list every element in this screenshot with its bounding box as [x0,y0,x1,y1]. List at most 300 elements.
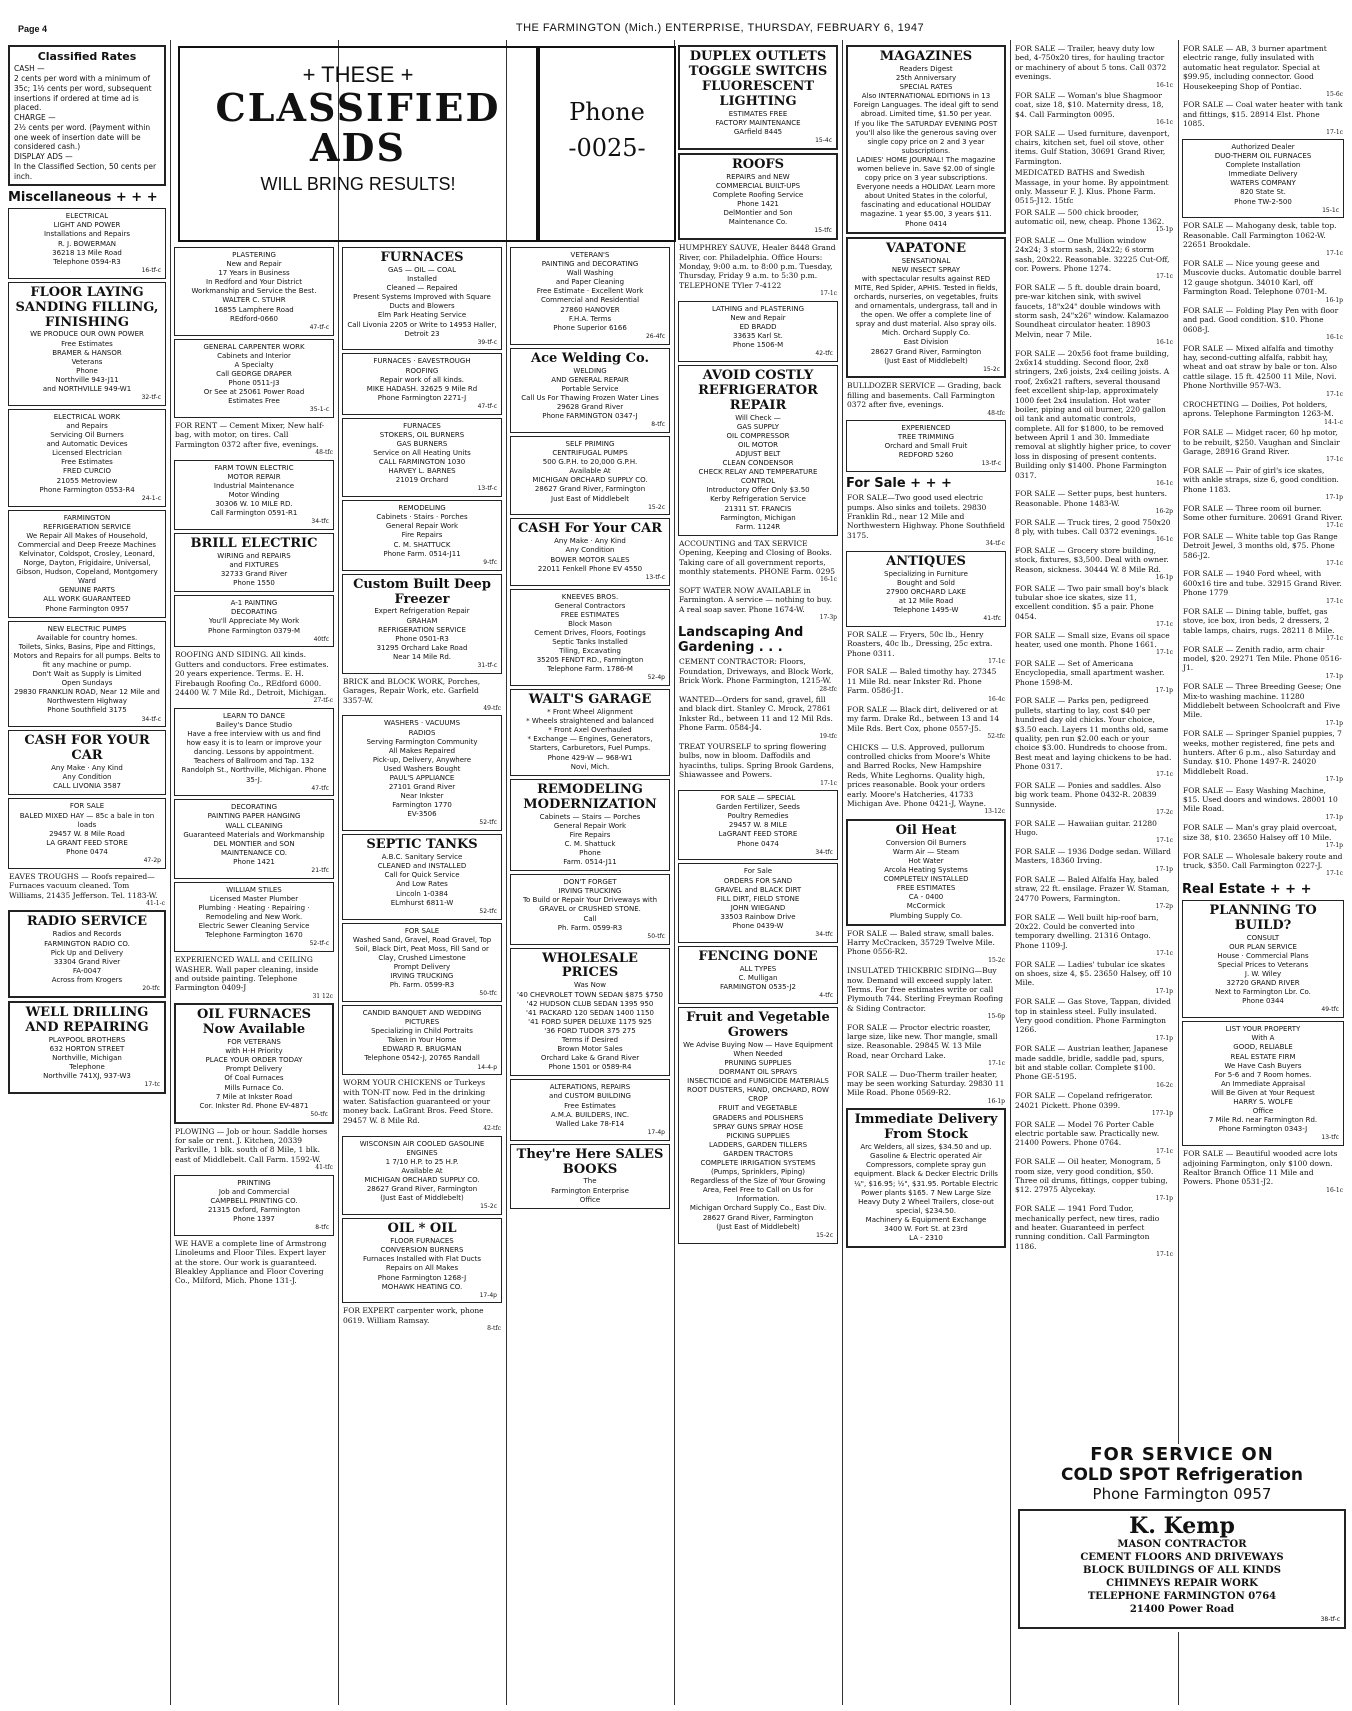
ad-line: Office [1252,1107,1274,1116]
ad-line: FARMINGTON RADIO CO. [44,939,130,948]
ad-line: GAS SUPPLY [736,422,780,431]
classified-code: 49-tfc [483,704,501,712]
classified-text: FOR SALE — Set of Americana Encyclopedia, small apartment washer. Phone 1598-M. [1015,658,1165,687]
classified-ad [1183,852,1343,878]
ad-line: EV-3506 [407,810,437,819]
classified-code: 17-1c [1156,649,1173,657]
ad-line: Any Make · Any Kind [51,764,123,773]
display-ad [846,551,1006,627]
classified-code: 17-1p [1325,494,1343,502]
ad-line: Mills Furnace Co. [224,1083,284,1092]
ad-code: 17-4p [647,1128,665,1136]
rates-line: CHARGE — [14,113,56,123]
ad-line: NEW INSECT SPRAY [891,265,961,274]
ad-line: FOR VETERANS [227,1038,281,1047]
classified-text: FOR SALE — Mahogany desk, table top. Reasonable. Call Farmington 1062-W. 22651 Brookdale. [1183,221,1337,250]
classified-code: 17-1c [988,1060,1005,1068]
classified-code: 17-1c [1156,837,1173,845]
classified-text: FOR RENT — Cement Mixer, New half-bag, with motor, on tires. Call Farmington 0372 after five, evenings. [175,421,325,449]
ad-line: House · Commercial Plans [1217,951,1309,960]
ad-code: 15-4c [815,137,832,145]
column-rule [338,40,339,1705]
ad-line: FARMINGTON [63,513,111,522]
display-ad [846,237,1006,379]
ad-line: '40 CHEVROLET TOWN SEDAN $875 $750 [516,990,664,999]
ad-line: Phone 0511-J3 [228,378,280,387]
ad-line: GRAVEL and BLACK DIRT [714,885,802,894]
classified-text: HUMPHREY SAUVE, Healer 8448 Grand River, cor. Philadelphia. Office Hours: Monday, 9:00 a.m. to 8:00 p.m. Tuesday, Thursday, Friday 9 a.m. to 5:30 p.m. TELEPHONE TYler 7-4122 [679,243,836,290]
ad-line: Phone 0439-W [732,921,784,930]
ad-line: Wall Washing [566,269,614,278]
ad-code: 52-tf-c [309,940,329,948]
ad-line: New and Repair [226,260,282,269]
classified-text: ACCOUNTING and TAX SERVICE Opening, Keeping and Closing of Books. Taking care of all government reports, monthly statements. PHONE Farm. 0295 [679,538,835,576]
ad-line: Telephone Farmington 1670 [205,931,303,940]
classified-code: 16-1c [1156,81,1173,89]
ad-line: Don't Wait as Supply is Limited [32,670,142,679]
classified-text: FOR SALE — Coal water heater with tank and fittings, $15. 28914 Elst. Phone 1085. [1183,100,1343,129]
classified-ad [1183,44,1343,98]
ad-line: McCormick [906,902,946,911]
ad-line: FARMINGTON 0535-J2 [719,982,797,991]
ad-line: Prompt Delivery [225,1065,283,1074]
ad-line: Authorized Dealer [1231,143,1295,151]
ad-line: Telephone 1495-W [893,605,959,614]
ad-line: F.H.A. Terms [568,314,612,323]
ad-line: Used Washers Bought [383,764,461,773]
ad-line: 16855 Lamphere Road [214,305,294,314]
ad-line: (Just East of Middlebelt) [884,356,968,365]
classified-banner [178,46,538,242]
ad-line: Walled Lake 78-F14 [555,1119,625,1128]
ad-code: 8-tfc [651,421,665,429]
ad-line: Open Sundays [61,679,113,688]
column-rule [842,40,843,1705]
ad-line: Free Estimates [61,339,113,348]
ad-line: Pick Up and Delivery [50,948,124,957]
classified-code: 19-tfc [819,732,837,740]
ad-code: 13-tf-c [477,485,497,493]
ad-line: BALED MIXED HAY — 85c a bale in ton loads [19,811,155,829]
classified-code: 31 12c [312,992,333,1000]
ad-line: Ph. Farm. 0599-R3 [557,923,623,932]
ad-line: 21019 Orchard [395,476,449,485]
classified-code: 17-1p [1325,672,1343,680]
ad-line: Call Us For Thawing Frozen Water Lines [521,393,659,402]
classified-code: 17-1c [1326,249,1343,257]
ad-code: 34-tfc [815,848,833,856]
ad-line: Call Farmington 0591-R1 [210,509,298,518]
display-ad [510,518,670,585]
ad-line: Farm. 0514-J11 [563,858,617,867]
ad-line: CHECK RELAY AND TEMPERATURE CONTROL [698,468,818,486]
classified-code: 17-1c [1156,273,1173,281]
ad-line: 36218 13 Mile Road [52,248,122,257]
ad-headline: CASH FOR YOUR CAR [24,733,150,764]
classified-code: 17-2c [1156,809,1173,816]
display-ad [8,409,166,507]
ad-line: Phone Farmington 2271-J [377,393,467,402]
display-ad [678,946,838,1004]
classified-ad [1015,168,1173,206]
ad-line: Furnaces Installed with Flat Ducts [362,1255,481,1264]
ad-line: And Low Rates [396,880,448,889]
ad-line: C. Mulligan [738,973,778,982]
ad-line: Regardless of the Size of Your Growing Area, Feel Free to Call on Us for Information. [690,1177,826,1204]
ad-line: Phone 1506-M [732,340,784,349]
ad-line: A Specialty [234,360,274,369]
ad-headline: Custom Built Deep Freezer [353,576,491,607]
ad-code: 16-tf-c [141,266,161,274]
ad-headline: PLANNING TO BUILD? [1209,902,1317,933]
classified-code: 17-2p [1155,903,1173,911]
ad-line: Licensed Master Plumber [209,894,299,903]
ad-line: Serving Farmington Community [366,737,478,746]
ad-headline: They're Here SALES BOOKS [516,1146,664,1177]
ad-line: Phone 1501 or 0589-R4 [548,1063,632,1072]
ad-line: REDFORD 5260 [898,451,954,460]
ad-line: and Repairs [66,422,108,431]
classified-text: FOR SALE—Two good used electric pumps. Also sinks and toilets. 29830 Franklin Rd., near 12 Mile and Northwestern Highway. Phone Southfield 3175. [847,493,1005,540]
ad-line: WIRING and REPAIRS [217,551,291,560]
display-ad [510,1079,670,1140]
ad-headline: DUPLEX OUTLETS TOGGLE SWITCHS FLUORESCENT LIGHTING [688,49,828,109]
classified-text: FOR SALE — Midget racer, 60 hp motor, to be rebuilt, $250. Vaughan and Sinclair Garage, 28916 Grand River. [1183,428,1340,457]
classified-text: FOR SALE — Austrian leather, Japanese made saddle, bridle, saddle pad, spurs, bit and stable collar. Complete $100. Phone GE-5195. [1015,1044,1168,1082]
classified-ad [1015,1204,1173,1258]
ad-line: ALTERATIONS, REPAIRS [549,1083,631,1092]
ad-line: PLACE YOUR ORDER TODAY [205,1056,303,1065]
ad-line: LIGHT AND POWER [53,221,121,230]
ad-line: Cleaned — Repaired [386,284,458,293]
classified-text: FOR SALE — Wholesale bakery route and truck, $350. Call Farmington 0227-J. [1183,851,1343,870]
classified-ad [847,705,1005,741]
ad-line: INSECTICIDE and FUNGICIDE MATERIALS [687,1077,829,1086]
ad-line: Any Make · Any Kind [554,537,626,546]
ad-line: Telephone Farm. 1786-M [547,665,633,674]
classified-ad [1015,546,1173,582]
ad-line: ALL WORK GUARANTEED [43,595,131,604]
ad-line: Telephone 0594-R3 [53,257,121,266]
ad-line: Radios and Records [52,930,122,939]
classified-text: FOR SALE — Two pair small boy's black tubular shoe ice skates, size 11, excellent condition. $5 a pair. Phone 0454. [1015,583,1169,621]
ad-line: Northville 741XJ, 937-W3 [43,1072,131,1081]
ad-line: 1 7/10 H.P. to 25 H.P. [385,1157,459,1166]
ad-line: Pick-up, Delivery, Anywhere [372,755,472,764]
ad-line: WE PRODUCE OUR OWN POWER [30,330,144,339]
phone-box [538,46,676,242]
ad-line: ORDERS FOR SAND [723,876,793,885]
ad-line: Available At [401,1167,443,1176]
classified-text: FOR SALE — Springer Spaniel puppies, 7 weeks, mother registered, fine pets and hunters. After 6 p.m., also Saturday and Sunday. $10. Phone 1497-R. 24020 Middlebelt Road. [1183,729,1342,776]
ad-line: 820 State St. [1240,188,1286,197]
ad-line: Phone 1421 [233,857,275,866]
ad-line: FREE ESTIMATES [896,884,956,893]
ad-line: REMODELING [398,504,446,513]
ad-line: and Automatic Devices [46,440,128,449]
column-rule [1010,40,1011,1705]
classified-ad [1015,1091,1173,1117]
ad-line: '42 HUDSON CLUB SEDAN 1395 950 [526,999,654,1008]
classified-code: 177-1p [1151,1110,1173,1117]
ad-line: Specializing in Child Portraits [371,1027,473,1036]
ad-line: and CUSTOM BUILDING [549,1092,631,1101]
classified-ad [1015,91,1173,127]
ad-line: FREE ESTIMATES [560,610,620,619]
masthead [0,0,1352,36]
ad-headline: Oil Heat [895,822,957,838]
classified-code: 16-1c [1156,119,1173,127]
ad-line: Call [583,914,597,923]
classified-ad [343,677,501,713]
ad-line: PAINTING and DECORATING [541,260,639,269]
ad-line: General Repair Work [553,821,627,830]
ad-line: GRAHAM [406,616,438,625]
ad-line: Plumbing · Heating · Repairing · Remodeling and New Work. [198,904,310,922]
classified-text: FOR SALE — Copeland refrigerator. 24021 Pickett. Phone 0399. [1015,1091,1153,1110]
display-ad [8,798,166,868]
classified-ad [1183,682,1343,727]
ad-line: Phone Farm. 0514-J11 [383,549,461,558]
classified-text: FOR SALE — Setter pups, best hunters. Reasonable. Phone 1483-W. [1015,489,1167,508]
display-ad [846,1108,1006,1248]
display-ad [8,730,166,795]
ad-line: OIL MOTOR [738,440,778,449]
banner-brand: COLD SPOT Refrigeration [1061,1465,1303,1485]
display-ad [8,1001,166,1094]
classified-code: 52-tfc [987,733,1005,741]
ad-line: Bought and Sold [897,578,955,587]
ad-line: Northville, Michigan [52,1053,122,1062]
classified-ad [679,695,837,740]
ad-line: Machinery & Equipment Exchange [865,1215,987,1224]
ad-line: PLASTERING [232,251,276,259]
ad-line: Taken in Your Home [387,1036,457,1045]
classified-code: 17-1c [1156,950,1173,958]
display-ad [174,708,334,797]
ad-line: General Repair Work [385,522,459,531]
ad-line: MIKE HADASH. 32625 9 Mile Rd [366,384,478,393]
classified-ad [1015,283,1173,347]
ad-code: 8-tfc [315,1224,329,1232]
classified-text: FOR SALE — Pair of girl's ice skates, with ankle straps, size 6, good condition. Phone 1183. [1183,465,1339,494]
ad-code: 14-4-p [477,1063,497,1071]
classified-text: FOR SALE — Model 76 Porter Cable electric portable saw. Practically new. 21400 Powers. Phone 0764. [1015,1119,1160,1148]
ad-line: GAS BURNERS [396,439,448,448]
classified-ad [1015,960,1173,996]
ad-line: New and Repair [730,313,786,322]
classified-code: 16-2c [1156,1081,1173,1089]
ad-line: Available At [569,467,611,476]
ad-line: SPECIAL RATES [899,83,953,92]
ad-line: and FIXTURES [229,561,279,570]
ad-headline: FLOOR LAYING SANDING FILLING, FINISHING [15,284,159,330]
ad-line: MASON CONTRACTOR [1117,1539,1247,1551]
ad-line: Cement Drives, Floors, Footings [534,628,646,637]
ad-line: FRED CURCIO [63,467,111,476]
rates-line: In the Classified Section, 50 cents per inch. [14,161,157,181]
classified-code: 41-1-c [146,899,165,907]
display-ad [678,153,838,240]
ad-headline: ROOFS [731,156,785,172]
classified-ad [847,1023,1005,1068]
ad-line: A.B.C. Sanitary Service [381,853,463,862]
ad-line: Northville 943-J11 [55,375,119,384]
column-1 [6,42,168,1705]
classified-ad [847,493,1005,547]
ad-line: BLOCK BUILDINGS OF ALL KINDS [1083,1565,1281,1577]
classified-code: 8-tfc [487,1325,501,1333]
ad-code: 52-tfc [479,819,497,827]
classified-text: FOR SALE — Ponies and saddles. Also big work team. Phone 0432-R. 20839 Sunnyside. [1015,780,1161,809]
ad-code: 50-tfc [647,932,665,940]
ad-line: Just East of Middlebelt [551,494,629,503]
ad-line: Call GEORGE DRAPER [216,369,292,378]
classified-ad [847,1070,1005,1106]
ad-line: and NORTHVILLE 949-W1 [42,385,132,394]
classified-ad [1015,518,1173,544]
classified-ad [847,743,1005,816]
ad-line: * Front Axel Overhauled [548,726,632,735]
classified-code: 16-4c [988,695,1005,703]
ad-line: REAL ESTATE FIRM [1230,1052,1296,1061]
ad-line: OUR PLAN SERVICE [1229,942,1297,951]
ad-line: Free Estimates [61,458,113,467]
ad-line: 500 G.P.H. to 20,000 G.P.H. [542,458,638,467]
ad-line: DON'T FORGET [563,878,617,887]
ad-line: 17 Years in Business [218,269,290,278]
ad-line: Bailey's Dance Studio [215,720,293,729]
phone-label: Phone [569,98,645,126]
ad-line: 31295 Orchard Lake Road [376,643,468,652]
ad-line: Will Check — [735,413,781,422]
ad-line: Phone FARMINGTON 0347-J [542,412,638,421]
ad-line: C. M. Shattuck [564,839,616,848]
ad-line: Installed [407,275,437,284]
ad-line: FOR SALE [69,802,105,811]
classified-ad [1183,729,1343,783]
classified-ad [1183,504,1343,530]
display-ad [8,208,166,278]
ad-line: Plumbing Supply Co. [889,911,963,920]
ad-line: Phone TW-2-500 [1234,197,1292,206]
classified-code: 14-1-c [1324,418,1343,426]
newspaper-dateline: THE FARMINGTON (Mich.) ENTERPRISE, THURSDAY, FEBRUARY 6, 1947 [515,22,925,34]
ad-line: COMPLETELY INSTALLED [883,875,969,884]
ad-headline: FURNACES [380,250,464,265]
display-ad [678,301,838,362]
ad-code: 17-tc [144,1081,160,1089]
classified-ad [175,1127,333,1172]
display-ad [1182,1021,1344,1146]
ad-headline: MAGAZINES [879,49,973,64]
ad-line: Warm Air — Steam [892,847,960,856]
classified-text: FOR SALE — Man's gray plaid overcoat, size 38, $10. 23650 Halsey off 10 Mile. [1183,823,1338,842]
ad-line: 29457 W. 8 Mile Road [49,829,125,838]
classified-text: FOR SALE — Nice young geese and Muscovie ducks. Automatic double barrel 12 gauge shotgun. 34010 Karl, off Farmington Road. Telephone 0701-M. [1183,259,1342,297]
classified-text: FOR SALE — Proctor electric roaster, large size, like new. Thor mangle, small size. Reasonable. 29845 W. 13 Mile Road, near Orchard Lake. [847,1022,998,1060]
ad-line: Have a free interview with us and find how easy it is to learn or improve your dancing. Lessons by appointment. Teachers of Ballroom and Tap. 132 Randolph St., Northville, Michigan. Phone 35-J. [181,730,327,784]
ad-code: 34-tfc [311,518,329,526]
ad-line: 21055 Metroview [56,476,118,485]
ad-line: 28627 Grand River, Farmington [870,347,982,356]
ad-line: SPRAY GUNS SPRAY HOSE [712,1122,804,1131]
ad-line: Toilets, Sinks, Basins, Pipe and Fittings, Motors and Repairs for all pumps. Belts to fit any machine or pump. [13,642,161,669]
classified-text: CROCHETING — Doilies, Pot holders, aprons. Telephone Farmington 1263-M. [1183,400,1334,419]
ad-code: 50-tfc [479,990,497,998]
ad-line: CEMENT FLOORS AND DRIVEWAYS [1080,1552,1284,1564]
ad-line: Hot Water [908,856,944,865]
display-ad [174,247,334,336]
ad-line: with H-H Priority [225,1047,283,1056]
ad-line: SELF PRIMING [565,439,615,448]
column-3 [340,244,504,1705]
ad-line: CALL LIVONIA 3587 [53,782,121,791]
classified-code: 17-1p [1325,776,1343,784]
ad-line: Next to Farmington Lbr. Co. [1215,988,1311,997]
display-ad [174,460,334,530]
ad-code: 24-1-c [141,494,161,502]
classified-text: SOFT WATER NOW AVAILABLE in Farmington. A service — nothing to buy. A real soap saver. Phone 1674-W. [679,585,833,614]
display-ad [510,689,670,776]
ad-headline: FENCING DONE [698,948,818,964]
ad-line: A.M.A. BUILDERS, INC. [550,1110,630,1119]
classified-text: FOR SALE — 1940 Ford wheel, with 600x16 tire and tube. 32915 Grand River. Phone 1779 [1183,569,1342,598]
ad-line: Phone Farmington 0553-R4 [39,485,135,494]
classified-code: 15-6c [1326,90,1343,98]
ad-headline: VAPATONE [885,240,967,256]
classified-ad [1015,208,1173,234]
ad-code: 15-tfc [814,227,832,235]
classified-ad [1015,1120,1173,1156]
classified-text: MEDICATED BATHS and Swedish Massage, in your home. By appointment only. Masseur F. J. Klus. Phone Farm. 0515-J12. 15tfc [1015,168,1169,206]
display-ad [8,282,166,406]
classified-code: 17-1p [1155,686,1173,694]
ad-line: CLEAN CONDENSOR [722,459,794,468]
ad-line: LIST YOUR PROPERTY [1225,1025,1301,1034]
ad-line: An Immediate Appraisal [1220,1079,1306,1088]
classified-text: FOR SALE — 1941 Ford Tudor, mechanically perfect, new tires, radio and heater. Guaranteed in perfect running condition. Call Farmington 1186. [1015,1204,1160,1251]
ad-line: ALL TYPES [739,964,777,973]
display-ad [1182,900,1344,1018]
classified-ad [343,1078,501,1132]
banner-line-2b: ADS [310,124,406,170]
column-4 [508,244,672,1705]
ad-line: Repair work of all kinds. [380,375,464,384]
column-2 [172,244,336,1705]
ad-headline: OIL * OIL [387,1221,457,1237]
ad-line: Immediate Delivery [1228,170,1298,179]
ad-line: TREE TRIMMING [897,433,955,442]
ad-line: Cor. Inkster Rd. Phone EV-4871 [199,1101,309,1110]
ad-code: 52-tfc [479,907,497,915]
ad-line: Orchard Lake & Grand River [540,1054,640,1063]
classified-code: 17-1c [1156,1147,1173,1155]
ad-line: and Paper Cleaning [555,278,625,287]
ad-code: 47-tf-c [477,402,497,410]
ad-headline: WALT'S GARAGE [528,692,652,708]
ad-line: Phone 1397 [233,1215,275,1223]
classified-text: WORM YOUR CHICKENS or Turkeys with TON-IT now. Fed in the drinking water. Satisfaction guaranteed or your money back. LaGrant Bros. Feed Store. 29457 W. 8 Mile Rd. [343,1078,494,1125]
classified-code: 17-1c [1326,559,1343,567]
ad-headline: OIL FURNACES Now Available [196,1007,312,1038]
classified-code: 17-1c [1326,635,1343,643]
display-ad [846,420,1006,472]
classified-code: 17-1c [1326,522,1343,530]
ad-line: RADIOS [408,728,436,737]
ad-line: HARRY S. WOLFE [1233,1098,1293,1106]
ad-line: Farmington Enterprise [551,1186,629,1195]
